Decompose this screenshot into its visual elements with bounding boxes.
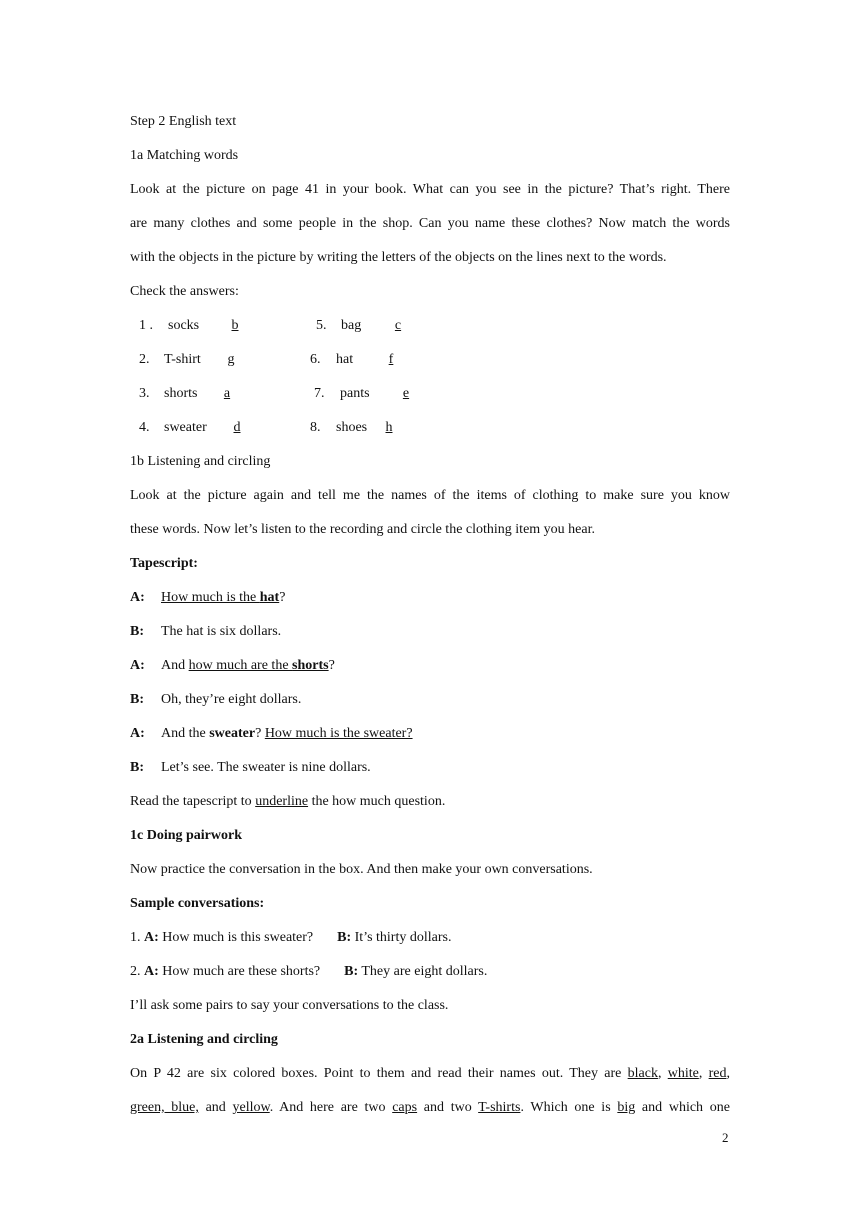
answer-word: bag <box>341 318 362 333</box>
check-answers-label: Check the answers: <box>130 284 239 299</box>
dialog-line: B: Oh, they’re eight dollars. <box>130 692 302 707</box>
answer-letter: a <box>223 386 231 401</box>
answer-number: 3. <box>139 386 150 401</box>
section-1a-paragraph-line: are many clothes and some people in the shop. Can you name these clothes? Now match the words <box>130 216 730 231</box>
answer-letter: b <box>231 318 239 333</box>
section-1a-paragraph-line: with the objects in the picture by writing the letters of the objects on the lines next to the words. <box>130 250 667 265</box>
answer-word: T-shirt <box>164 352 201 367</box>
answer-word: shoes <box>336 420 368 435</box>
answer-letter: c <box>394 318 402 333</box>
answer-word: socks <box>168 318 200 333</box>
underlined-question: how much are the shorts <box>188 658 329 673</box>
sample-conversations-label: Sample conversations: <box>130 896 265 911</box>
answer-letter: g <box>227 352 235 367</box>
answer-word: sweater <box>164 420 207 435</box>
answer-row <box>139 385 239 403</box>
answer-letter: f <box>388 352 394 367</box>
answer-number: 7. <box>314 386 325 401</box>
section-2a-paragraph-line: green, blue, and yellow. And here are two caps and two T-shirts. Which one is big and which one <box>130 1100 730 1115</box>
answer-row <box>139 317 247 335</box>
dialog-line: A: And the sweater? How much is the sweater? <box>130 726 413 741</box>
answer-row <box>316 317 405 335</box>
speaker-label: B: <box>130 760 144 775</box>
section-1c-closing: I’ll ask some pairs to say your conversations to the class. <box>130 998 449 1013</box>
speaker-label: B: <box>130 692 144 707</box>
answer-row <box>139 351 243 369</box>
section-2a-paragraph-line: On P 42 are six colored boxes. Point to them and read their names out. They are black, white, red, <box>130 1066 730 1081</box>
sample-conversation: 1. A: How much is this sweater? B: It’s thirty dollars. <box>130 930 452 945</box>
tapescript-label: Tapescript: <box>130 556 198 571</box>
answer-letter: d <box>233 420 241 435</box>
section-1b-paragraph-line: Look at the picture again and tell me the names of the items of clothing to make sure you know <box>130 488 730 503</box>
dialog-line: A: How much is the hat? <box>130 590 286 605</box>
answer-letter: e <box>402 386 410 401</box>
sample-conversation: 2. A: How much are these shorts? B: They are eight dollars. <box>130 964 488 979</box>
section-1a-heading: 1a Matching words <box>130 148 239 163</box>
answer-row <box>310 419 401 437</box>
section-2a-heading: 2a Listening and circling <box>130 1032 278 1047</box>
dialog-line: B: The hat is six dollars. <box>130 624 282 639</box>
answer-word: hat <box>336 352 354 367</box>
answer-row <box>310 351 398 369</box>
answer-number: 2. <box>139 352 150 367</box>
page-number: 2 <box>722 1130 729 1145</box>
section-1b-heading: 1b Listening and circling <box>130 454 271 469</box>
answer-word: shorts <box>164 386 198 401</box>
speaker-label: B: <box>130 624 144 639</box>
answer-row <box>139 419 249 437</box>
dialog-line: A: And how much are the shorts? <box>130 658 335 673</box>
underline-instruction: Read the tapescript to underline the how much question. <box>130 794 446 809</box>
underlined-question: How much is the hat <box>161 590 280 605</box>
answer-number: 1 . <box>139 318 153 333</box>
answer-word: pants <box>340 386 370 401</box>
answer-number: 5. <box>316 318 327 333</box>
section-1b-paragraph-line: these words. Now let’s listen to the recording and circle the clothing item you hear. <box>130 522 595 537</box>
dialog-line: B: Let’s see. The sweater is nine dollars. <box>130 760 371 775</box>
section-1a-paragraph-line: Look at the picture on page 41 in your book. What can you see in the picture? That’s right. There <box>130 182 730 197</box>
section-1c-heading: 1c Doing pairwork <box>130 828 242 843</box>
speaker-label: A: <box>130 590 145 605</box>
answer-letter: h <box>385 420 393 435</box>
speaker-label: A: <box>130 658 145 673</box>
answer-number: 4. <box>139 420 150 435</box>
answer-row <box>314 385 411 403</box>
answer-number: 6. <box>310 352 321 367</box>
underlined-question: How much is the sweater? <box>264 726 413 741</box>
answer-number: 8. <box>310 420 321 435</box>
section-1c-paragraph: Now practice the conversation in the box. And then make your own conversations. <box>130 862 593 877</box>
speaker-label: A: <box>130 726 145 741</box>
step-title: Step 2 English text <box>130 114 237 129</box>
